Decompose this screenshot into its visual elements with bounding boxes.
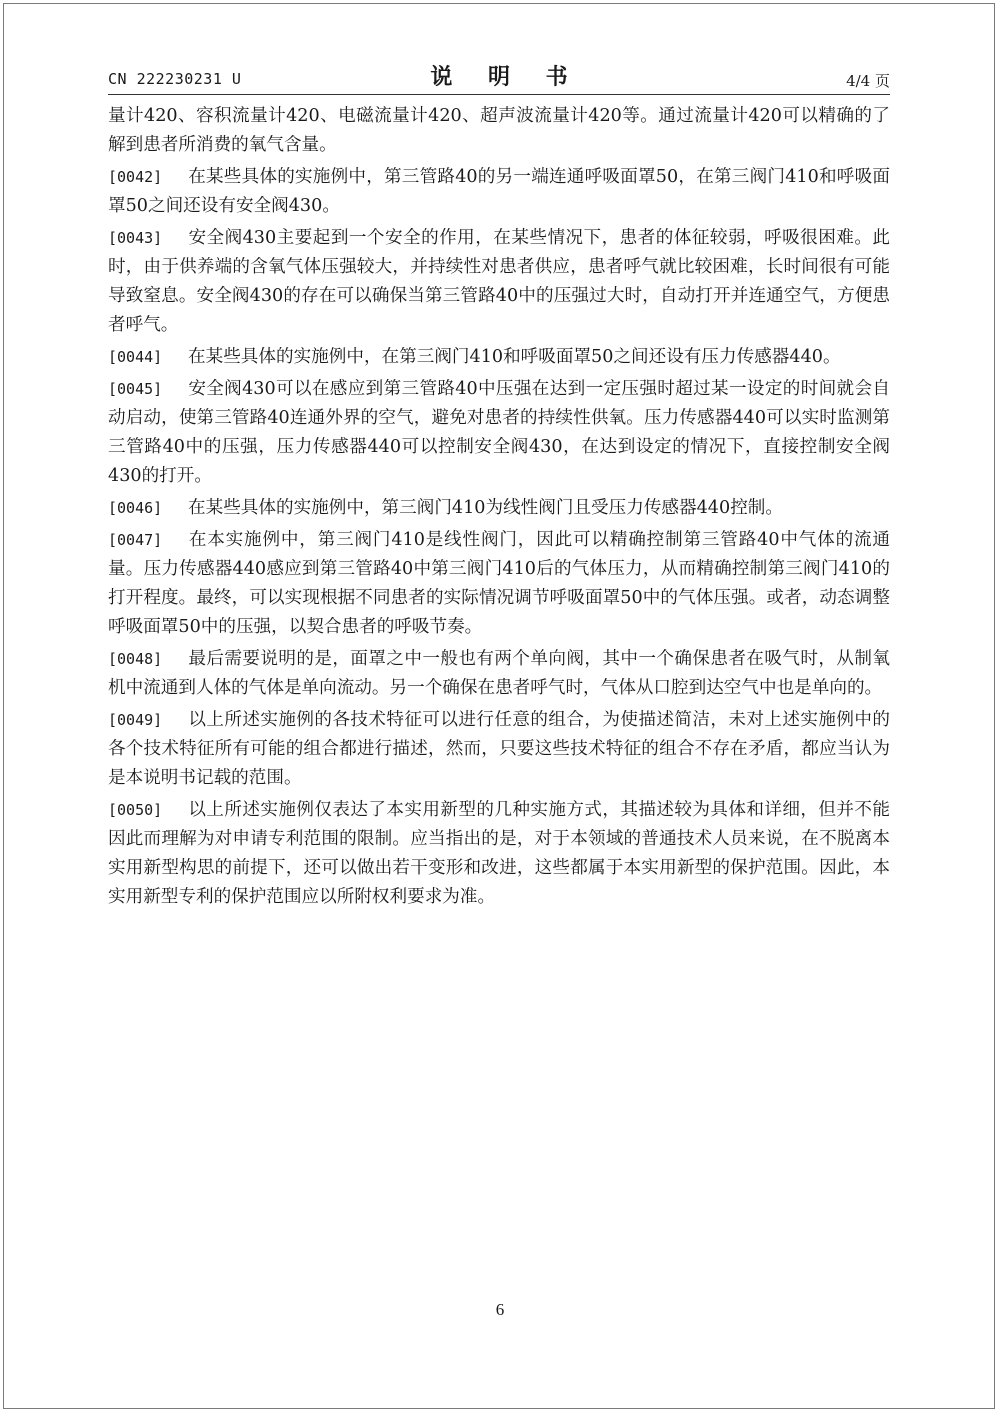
paragraph-text: 安全阀430可以在感应到第三管路40中压强在达到一定压强时超过某一设定的时间就会自动启动，使第三管路40连通外界的空气，避免对患者的持续性供氧。压力传感器440可以实时监测第三管路40中的压强，压力传感器440可以控制安全阀430，在达到设定的情况下，直接控制安全阀430的打开。	[108, 379, 890, 486]
paragraph-text: 以上所述实施例仅表达了本实用新型的几种实施方式，其描述较为具体和详细，但并不能因此而理解为对申请专利范围的限制。应当指出的是，对于本领域的普通技术人员来说，在不脱离本实用新型构思的前提下，还可以做出若干变形和改进，这些都属于本实用新型的保护范围。因此，本实用新型专利的保护范围应以所附权利要求为准。	[108, 800, 890, 907]
paragraph-number: [0043]	[108, 229, 163, 247]
page-of-indicator: 4/4 页	[846, 72, 890, 90]
paragraph	[108, 163, 890, 221]
header-rule	[108, 94, 890, 95]
paragraph-text: 量计420、容积流量计420、电磁流量计420、超声波流量计420等。通过流量计420可以精确的了解到患者所消费的氧气含量。	[108, 106, 890, 155]
paragraph	[108, 375, 890, 491]
paragraph	[108, 645, 890, 703]
paragraph-text: 在本实施例中，第三阀门410是线性阀门，因此可以精确控制第三管路40中气体的流通量。压力传感器440感应到第三管路40中第三阀门410后的气体压力，从而精确控制第三阀门410的打开程度。最终，可以实现根据不同患者的实际情况调节呼吸面罩50中的气体压强。或者，动态调整呼吸面罩50中的压强，以契合患者的呼吸节奏。	[108, 530, 890, 637]
paragraph-text: 以上所述实施例的各技术特征可以进行任意的组合，为使描述简洁，未对上述实施例中的各个技术特征所有可能的组合都进行描述，然而，只要这些技术特征的组合不存在矛盾，都应当认为是本说明书记载的范围。	[108, 710, 890, 788]
paragraph-text: 在某些具体的实施例中，在第三阀门410和呼吸面罩50之间还设有压力传感器440。	[188, 347, 841, 367]
paragraph	[108, 224, 890, 340]
paragraph-number: [0044]	[108, 348, 163, 366]
document-body	[108, 102, 890, 915]
page-header	[108, 58, 890, 98]
paragraph	[108, 494, 890, 523]
paragraph-number: [0048]	[108, 650, 163, 668]
paragraph-number: [0046]	[108, 499, 163, 517]
paragraph-text: 在某些具体的实施例中，第三阀门410为线性阀门且受压力传感器440控制。	[188, 498, 783, 518]
paragraph-number: [0047]	[108, 531, 163, 549]
paragraph-number: [0050]	[108, 801, 163, 819]
paragraph	[108, 102, 890, 160]
paragraph-number: [0042]	[108, 168, 163, 186]
paragraph	[108, 343, 890, 372]
paragraph	[108, 526, 890, 642]
paragraph-number: [0045]	[108, 380, 163, 398]
page-number: 6	[495, 1300, 505, 1319]
paragraph-text: 在某些具体的实施例中，第三管路40的另一端连通呼吸面罩50，在第三阀门410和呼吸面罩50之间还设有安全阀430。	[108, 167, 890, 216]
paragraph-text: 最后需要说明的是，面罩之中一般也有两个单向阀，其中一个确保患者在吸气时，从制氧机中流通到人体的气体是单向流动。另一个确保在患者呼气时，气体从口腔到达空气中也是单向的。	[108, 649, 890, 698]
doc-number: CN 222230231 U	[108, 70, 242, 88]
paragraph	[108, 706, 890, 793]
paragraph	[108, 796, 890, 912]
paragraph-number: [0049]	[108, 711, 163, 729]
doc-title: 说 明 书	[430, 65, 582, 90]
paragraph-text: 安全阀430主要起到一个安全的作用，在某些情况下，患者的体征较弱，呼吸很困难。此时，由于供养端的含氧气体压强较大，并持续性对患者供应，患者呼气就比较困难，长时间很有可能导致窒息。安全阀430的存在可以确保当第三管路40中的压强过大时，自动打开并连通空气，方便患者呼气。	[108, 228, 890, 335]
